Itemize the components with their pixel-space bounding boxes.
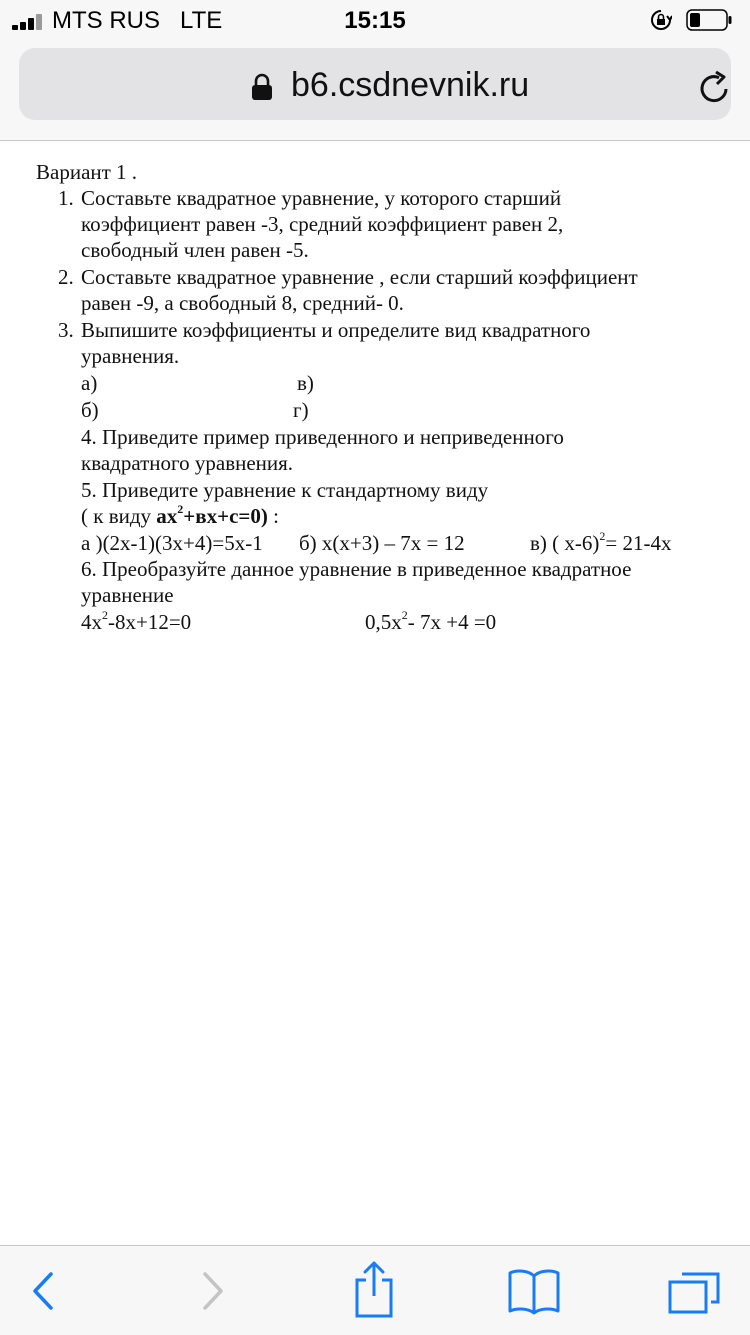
status-bar bbox=[0, 0, 750, 40]
bookmarks-icon[interactable] bbox=[504, 1266, 564, 1316]
question-3-line-1: Выпишите коэффициенты и определите вид квадратного bbox=[81, 318, 591, 342]
question-4-line-1: 4. Приведите пример приведенного и неприведенного bbox=[81, 425, 564, 449]
question-1-line-3: свободный член равен -5. bbox=[81, 238, 309, 262]
share-icon[interactable] bbox=[344, 1260, 404, 1318]
carrier-label: MTS RUS LTE bbox=[52, 7, 223, 34]
equation-6b: $0,5x^2-$ 7x +4 =0 bbox=[365, 608, 497, 634]
question-3-number: 3. bbox=[58, 318, 74, 342]
lock-icon bbox=[251, 73, 273, 101]
address-bar[interactable] bbox=[19, 48, 731, 120]
question-5-line-1: 5. Приведите уравнение к стандартному виду bbox=[81, 478, 489, 502]
clock: 15:15 bbox=[344, 7, 406, 34]
question-6-line-2: уравнение bbox=[81, 583, 174, 607]
equation-5b: б) x(x+3) – 7x = 12 bbox=[299, 531, 465, 555]
question-1-line-2: коэффициент равен -3, средний коэффициент равен 2, bbox=[81, 212, 564, 236]
option-b: б) bbox=[81, 398, 99, 422]
question-6-line-1: 6. Преобразуйте данное уравнение в приведенное квадратное bbox=[81, 557, 632, 581]
variant-heading: Вариант 1 . bbox=[36, 160, 138, 184]
option-v: в) bbox=[297, 371, 314, 395]
equation-6a: $4x^2-8x+12=0$ bbox=[81, 608, 192, 634]
equation-5c: в) ( x-6)$^2$= 21-4x bbox=[530, 529, 672, 555]
browser-toolbar bbox=[0, 1245, 750, 1335]
question-2-line-1: Составьте квадратное уравнение , если старший коэффициент bbox=[81, 265, 638, 289]
option-a: а) bbox=[81, 371, 98, 395]
forward-icon[interactable] bbox=[182, 1266, 242, 1316]
battery-icon bbox=[686, 9, 732, 31]
question-1-number: 1. bbox=[58, 186, 74, 210]
equation-5a: а )(2x-1)(3x+4)=5x-1 bbox=[81, 531, 263, 555]
tabs-icon[interactable] bbox=[664, 1266, 724, 1316]
network-type: LTE bbox=[180, 7, 223, 34]
browser-address-area bbox=[0, 40, 750, 141]
question-1-line-1: Составьте квадратное уравнение, у которого старший bbox=[81, 186, 562, 210]
question-4-line-2: квадратного уравнения. bbox=[81, 451, 294, 475]
rotation-lock-icon bbox=[650, 9, 672, 31]
question-5-hint: ( к виду $ax^2+вx+c=0$) : bbox=[81, 502, 279, 528]
document-page bbox=[0, 141, 750, 1245]
question-3-line-2: уравнения. bbox=[81, 344, 180, 368]
reload-icon[interactable] bbox=[697, 70, 733, 106]
option-g: г) bbox=[293, 398, 309, 422]
back-icon[interactable] bbox=[14, 1266, 74, 1316]
url-text: b6.csdnevnik.ru bbox=[291, 66, 530, 104]
question-2-number: 2. bbox=[58, 265, 74, 289]
question-2-line-2: равен -9, а свободный 8, средний- 0. bbox=[81, 291, 404, 315]
